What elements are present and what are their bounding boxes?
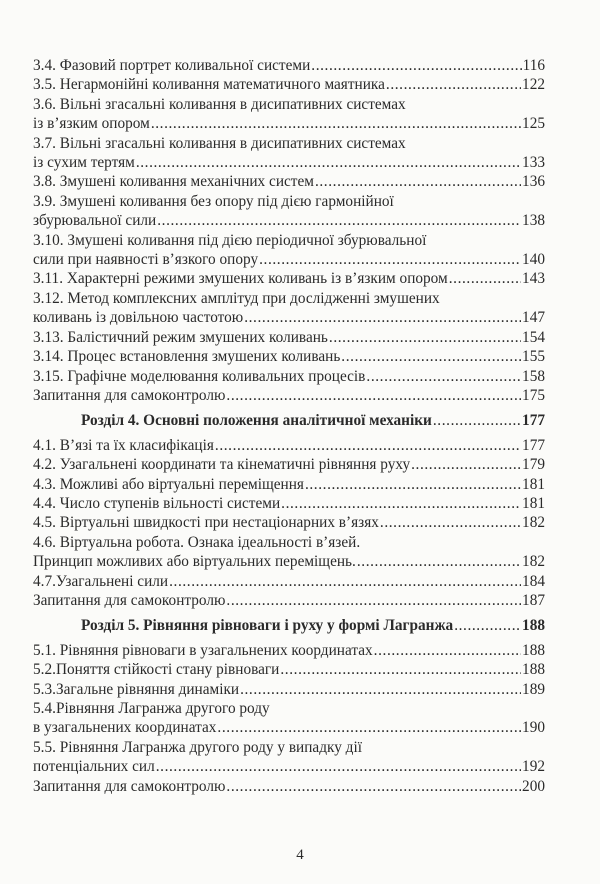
toc-line bbox=[33, 269, 545, 288]
toc-line bbox=[33, 211, 545, 230]
toc-line bbox=[33, 172, 545, 191]
toc-entry bbox=[33, 436, 545, 455]
page-ref: 155 bbox=[522, 348, 545, 366]
dot-leader bbox=[226, 591, 521, 610]
dot-leader bbox=[226, 386, 521, 405]
toc-line bbox=[33, 718, 545, 737]
entry-title: в узагальнених координатах bbox=[33, 719, 217, 737]
dot-leader bbox=[281, 494, 521, 513]
entry-title: 4.6. Віртуальна робота. Ознака ідеальності в’язей. bbox=[33, 533, 361, 551]
toc-line bbox=[33, 95, 545, 114]
page-ref: 175 bbox=[522, 386, 545, 404]
entry-title: коливань із довільною частотою bbox=[33, 309, 244, 327]
dot-leader bbox=[169, 572, 521, 591]
toc-line bbox=[81, 411, 545, 430]
entry-title: із в’язким опором bbox=[33, 115, 150, 133]
entry-title: Запитання для самоконтролю bbox=[33, 777, 226, 795]
toc-line bbox=[33, 367, 545, 386]
toc-line bbox=[33, 250, 545, 269]
entry-title: Запитання для самоконтролю bbox=[33, 591, 226, 609]
toc-entry bbox=[33, 134, 545, 173]
toc-entry bbox=[33, 386, 545, 405]
page-ref: 143 bbox=[522, 270, 545, 288]
dot-leader bbox=[226, 777, 521, 796]
entry-title: 4.7.Узагальнені сили bbox=[33, 572, 169, 590]
toc-line bbox=[33, 75, 545, 94]
dot-leader bbox=[259, 250, 521, 269]
toc-entry bbox=[33, 533, 545, 572]
entry-title: сили при наявності в’язкого опору bbox=[33, 251, 259, 269]
dot-leader bbox=[280, 660, 521, 679]
entry-title: 4.4. Число ступенів вільності системи bbox=[33, 494, 281, 512]
page-number: 4 bbox=[296, 847, 304, 863]
toc-line bbox=[33, 591, 545, 610]
entry-title: Розділ 4. Основні положення аналітичної механіки bbox=[81, 412, 432, 430]
toc-line bbox=[33, 757, 545, 776]
entry-title: потенціальних сил bbox=[33, 758, 155, 776]
toc-line bbox=[33, 777, 545, 796]
entry-title: 5.5. Рівняння Лагранжа другого роду у випадку дії bbox=[33, 738, 362, 756]
dot-leader bbox=[136, 153, 521, 172]
dot-leader bbox=[156, 757, 521, 776]
toc-line bbox=[33, 231, 545, 250]
toc-entry bbox=[33, 777, 545, 796]
page-ref: 188 bbox=[522, 661, 545, 679]
dot-leader bbox=[315, 172, 521, 191]
page-ref: 147 bbox=[522, 309, 545, 327]
toc-line bbox=[33, 192, 545, 211]
dot-leader bbox=[329, 328, 521, 347]
toc-entry bbox=[33, 475, 545, 494]
page-ref: 136 bbox=[522, 173, 545, 191]
toc-entry bbox=[33, 738, 545, 777]
toc-entry bbox=[33, 56, 545, 75]
page-ref: 138 bbox=[522, 212, 545, 230]
entry-title: 3.5. Негармонійні коливання математичного маятника bbox=[33, 76, 385, 94]
toc-line bbox=[33, 386, 545, 405]
toc-line bbox=[33, 572, 545, 591]
entry-title: Принцип можливих або віртуальних переміщень. bbox=[33, 553, 356, 571]
entry-title: 4.5. Віртуальні швидкості при нестаціонарних в’язях bbox=[33, 514, 379, 532]
page-ref: 125 bbox=[522, 115, 545, 133]
page-ref: 122 bbox=[522, 76, 545, 94]
entry-title: 3.8. Змушені коливання механічних систем bbox=[33, 173, 314, 191]
toc-entry bbox=[33, 641, 545, 660]
toc-entry bbox=[33, 347, 545, 366]
dot-leader bbox=[411, 455, 521, 474]
toc-entry bbox=[33, 269, 545, 288]
dot-leader bbox=[374, 641, 521, 660]
entry-title: 3.6. Вільні згасальні коливання в дисипативних системах bbox=[33, 95, 406, 113]
toc-line bbox=[33, 660, 545, 679]
toc-entry bbox=[33, 699, 545, 738]
toc-entry bbox=[33, 95, 545, 134]
toc-entry bbox=[33, 231, 545, 270]
toc-line bbox=[33, 513, 545, 532]
dot-leader bbox=[341, 347, 521, 366]
page-ref: 116 bbox=[522, 57, 545, 74]
dot-leader bbox=[386, 75, 521, 94]
page-ref: 200 bbox=[522, 777, 545, 795]
page-ref: 182 bbox=[522, 514, 545, 532]
toc-entry bbox=[33, 572, 545, 591]
page-ref: 177 bbox=[522, 412, 545, 430]
toc-entry bbox=[33, 680, 545, 699]
page-ref: 181 bbox=[522, 475, 545, 493]
entry-title: 5.3.Загальне рівняння динаміки bbox=[33, 680, 240, 698]
page-ref: 158 bbox=[522, 367, 545, 385]
toc-line bbox=[33, 153, 545, 172]
entry-title: із сухим тертям bbox=[33, 154, 135, 172]
dot-leader bbox=[151, 114, 521, 133]
entry-title: 4.3. Можливі або віртуальні переміщення bbox=[33, 475, 304, 493]
toc-line bbox=[33, 436, 545, 455]
entry-title: 4.1. В’язі та їх класифікація bbox=[33, 436, 214, 454]
entry-title: 4.2. Узагальнені координати та кінематичні рівняння руху bbox=[33, 456, 411, 474]
dot-leader bbox=[454, 616, 521, 635]
toc-line bbox=[33, 475, 545, 494]
toc-line bbox=[33, 641, 545, 660]
table-of-contents bbox=[33, 56, 545, 796]
page-ref: 189 bbox=[522, 680, 545, 698]
chapter-heading bbox=[33, 616, 545, 635]
dot-leader bbox=[311, 56, 521, 75]
toc-entry bbox=[33, 494, 545, 513]
toc-line bbox=[81, 616, 545, 635]
entry-title: 3.12. Метод комплексних амплітуд при дослідженні змушених bbox=[33, 289, 440, 307]
toc-line bbox=[33, 347, 545, 366]
entry-title: 3.7. Вільні згасальні коливання в дисипативних системах bbox=[33, 134, 406, 152]
toc-entry bbox=[33, 192, 545, 231]
dot-leader bbox=[433, 411, 521, 430]
dot-leader bbox=[215, 436, 521, 455]
dot-leader bbox=[240, 680, 521, 699]
entry-title: 3.14. Процес встановлення змушених коливань bbox=[33, 348, 341, 366]
entry-title: 5.4.Рівняння Лагранжа другого роду bbox=[33, 700, 270, 717]
page-ref: 133 bbox=[522, 154, 545, 172]
page-ref: 188 bbox=[522, 617, 545, 635]
toc-line bbox=[33, 289, 545, 308]
dot-leader bbox=[366, 367, 521, 386]
page-ref: 187 bbox=[522, 591, 545, 609]
toc-line bbox=[33, 308, 545, 327]
dot-leader bbox=[380, 513, 521, 532]
page-ref: 190 bbox=[522, 719, 545, 737]
toc-entry bbox=[33, 328, 545, 347]
page-ref: 179 bbox=[522, 456, 545, 474]
dot-leader bbox=[357, 552, 521, 571]
dot-leader bbox=[157, 211, 521, 230]
dot-leader bbox=[449, 269, 521, 288]
entry-title: збурювальної сили bbox=[33, 212, 157, 230]
toc-line bbox=[33, 134, 545, 153]
toc-line bbox=[33, 680, 545, 699]
toc-entry bbox=[33, 75, 545, 94]
toc-entry bbox=[33, 513, 545, 532]
entry-title: 5.2.Поняття стійкості стану рівноваги bbox=[33, 661, 280, 679]
dot-leader bbox=[305, 475, 521, 494]
entry-title: 3.10. Змушені коливання під дією періодичної збурювальної bbox=[33, 231, 427, 249]
toc-line bbox=[33, 455, 545, 474]
toc-line bbox=[33, 114, 545, 133]
toc-entry bbox=[33, 289, 545, 328]
page-ref: 181 bbox=[522, 494, 545, 512]
entry-title: Розділ 5. Рівняння рівноваги і руху у формі Лагранжа bbox=[81, 617, 454, 635]
toc-line bbox=[33, 699, 545, 718]
toc-entry bbox=[33, 455, 545, 474]
entry-title: 5.1. Рівняння рівноваги в узагальнених координатах bbox=[33, 641, 373, 659]
toc-entry bbox=[33, 660, 545, 679]
toc-entry bbox=[33, 591, 545, 610]
entry-title: 3.13. Балістичний режим змушених коливань bbox=[33, 328, 328, 346]
chapter-heading bbox=[33, 411, 545, 430]
toc-line bbox=[33, 552, 545, 571]
page-ref: 177 bbox=[522, 436, 545, 454]
page-ref: 154 bbox=[522, 328, 545, 346]
entry-title: Запитання для самоконтролю bbox=[33, 386, 226, 404]
page-ref: 184 bbox=[522, 572, 545, 590]
entry-title: 3.4. Фазовий портрет коливальної системи bbox=[33, 57, 311, 74]
entry-title: 3.11. Характерні режими змушених коливань із в’язким опором bbox=[33, 270, 448, 288]
page-ref: 188 bbox=[522, 641, 545, 659]
dot-leader bbox=[244, 308, 521, 327]
toc-line bbox=[33, 533, 545, 552]
entry-title: 3.15. Графічне моделювання коливальних процесів bbox=[33, 367, 366, 385]
toc-line bbox=[33, 494, 545, 513]
page-ref: 182 bbox=[522, 553, 545, 571]
page-ref: 140 bbox=[522, 251, 545, 269]
entry-title: 3.9. Змушені коливання без опору під дією гармонійної bbox=[33, 192, 394, 210]
page-ref: 192 bbox=[522, 758, 545, 776]
toc-line bbox=[33, 328, 545, 347]
toc-line bbox=[33, 56, 545, 75]
toc-entry bbox=[33, 367, 545, 386]
dot-leader bbox=[217, 718, 521, 737]
toc-line bbox=[33, 738, 545, 757]
toc-entry bbox=[33, 172, 545, 191]
